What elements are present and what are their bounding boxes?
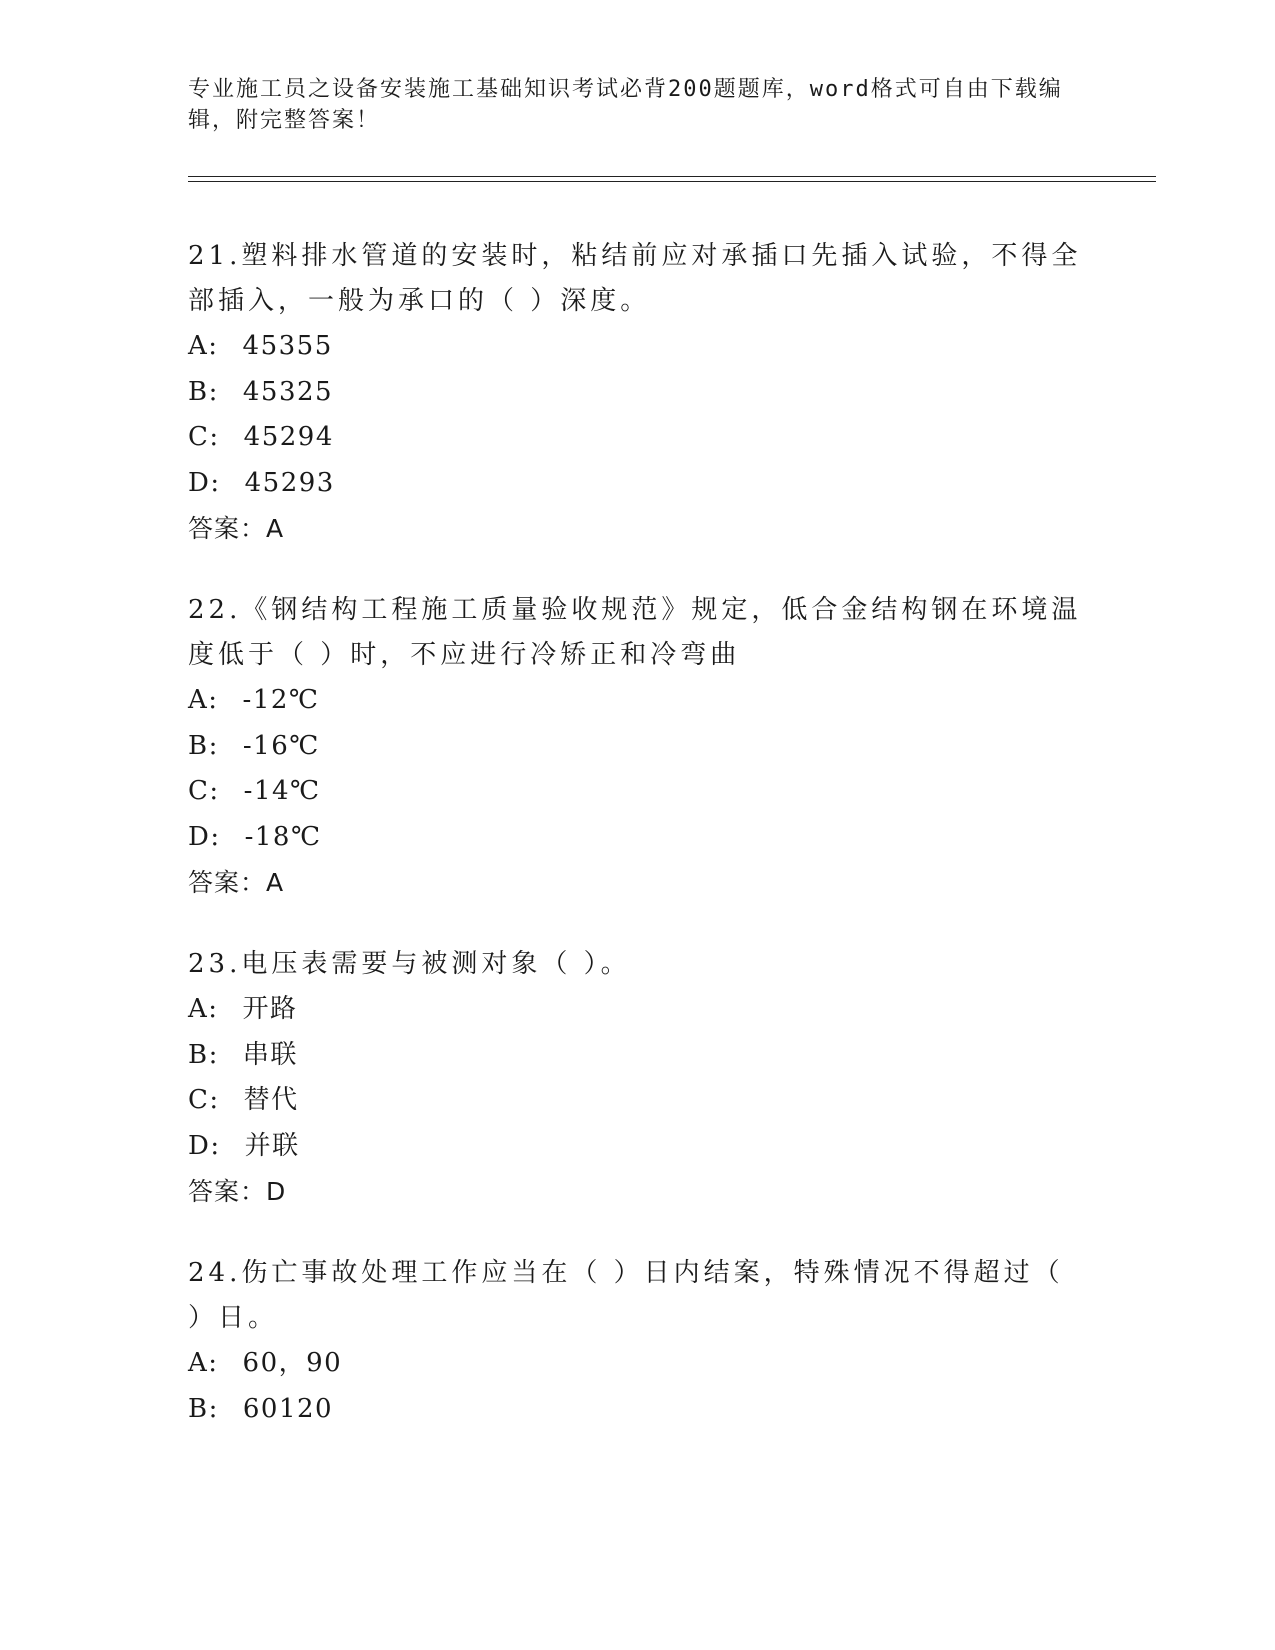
option-d xyxy=(188,815,1088,861)
question-stem: 24.伤亡事故处理工作应当在（ ）日内结案，特殊情况不得超过（ ）日。 xyxy=(188,1258,1064,1333)
option-letter: C: xyxy=(188,1085,220,1115)
answer-line: 答案：A xyxy=(188,514,285,543)
option-text: 45293 xyxy=(244,467,335,498)
option-b xyxy=(188,724,1088,770)
option-a xyxy=(188,987,1088,1033)
option-letter: A: xyxy=(188,1348,219,1378)
option-letter: B: xyxy=(188,376,219,407)
option-text: 60120 xyxy=(242,1393,334,1424)
option-text: -14℃ xyxy=(243,776,321,806)
option-letter: D: xyxy=(188,467,221,498)
question-stem: 22.《钢结构工程施工质量验收规范》规定，低合金结构钢在环境温度低于（ ）时，不应进行冷矫正和冷弯曲 xyxy=(188,595,1082,670)
option-letter: A: xyxy=(188,331,219,361)
option-c xyxy=(188,415,1088,461)
option-text: 60，90 xyxy=(242,1348,343,1378)
option-a xyxy=(188,1341,1088,1387)
option-a xyxy=(188,324,1088,370)
option-letter: B: xyxy=(188,1039,219,1070)
option-letter: A: xyxy=(188,994,219,1024)
option-text: 串联 xyxy=(242,1039,298,1070)
option-letter: C: xyxy=(188,776,220,806)
question-22 xyxy=(188,588,1088,905)
option-text: -18℃ xyxy=(244,821,322,852)
answer-line: 答案：A xyxy=(188,868,285,897)
option-text: 45294 xyxy=(243,422,334,452)
question-24 xyxy=(188,1251,1088,1432)
document-header: 专业施工员之设备安装施工基础知识考试必背200题题库，word格式可自由下载编辑，附完整答案！ xyxy=(188,77,1063,133)
question-23 xyxy=(188,942,1088,1214)
question-21 xyxy=(188,234,1088,551)
option-c xyxy=(188,769,1088,815)
option-letter: D: xyxy=(188,1130,221,1161)
option-b xyxy=(188,1033,1088,1079)
option-text: 开路 xyxy=(242,994,298,1024)
option-text: -16℃ xyxy=(242,730,320,761)
option-b xyxy=(188,370,1088,416)
option-text: 并联 xyxy=(244,1130,300,1161)
option-letter: C: xyxy=(188,422,220,452)
option-letter: B: xyxy=(188,730,219,761)
question-stem: 23.电压表需要与被测对象（ ）。 xyxy=(188,949,631,979)
option-b xyxy=(188,1387,1088,1433)
option-d xyxy=(188,1124,1088,1170)
option-letter: D: xyxy=(188,821,221,852)
option-letter: B: xyxy=(188,1393,219,1424)
option-text: 45355 xyxy=(242,331,333,361)
answer-line: 答案：D xyxy=(188,1177,287,1206)
question-list xyxy=(188,234,1088,1469)
option-text: 替代 xyxy=(243,1085,299,1115)
option-c xyxy=(188,1078,1088,1124)
option-text: 45325 xyxy=(242,376,334,407)
option-a xyxy=(188,678,1088,724)
header-rule-top xyxy=(188,176,1156,177)
option-text: -12℃ xyxy=(242,685,320,715)
option-letter: A: xyxy=(188,685,219,715)
option-d xyxy=(188,461,1088,507)
question-stem: 21.塑料排水管道的安装时，粘结前应对承插口先插入试验，不得全部插入，一般为承口的（ ）深度。 xyxy=(188,241,1082,316)
header-rule-bottom xyxy=(188,181,1156,182)
